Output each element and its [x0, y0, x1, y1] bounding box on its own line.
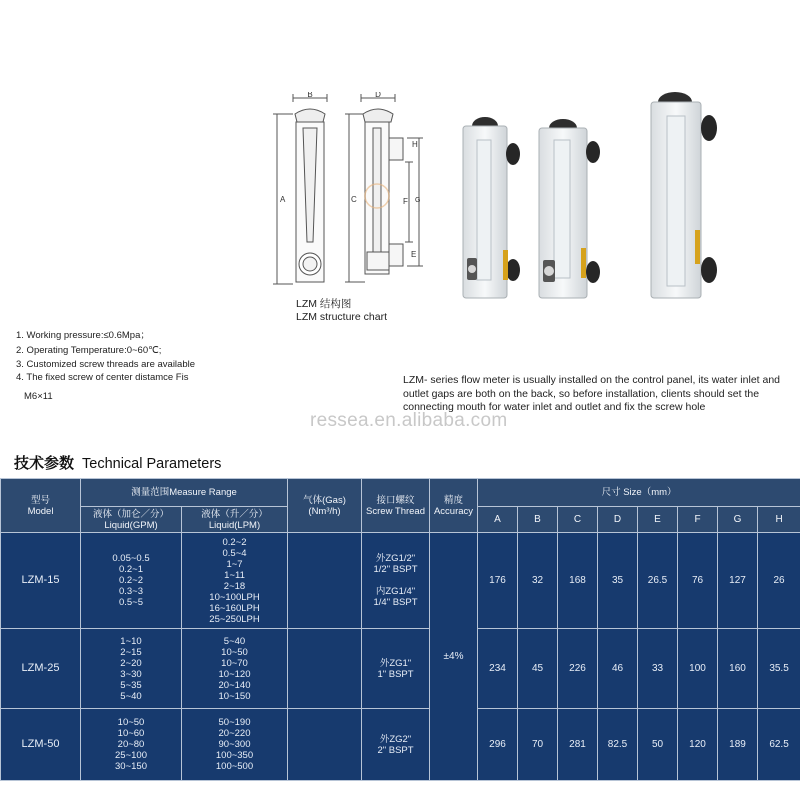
- gpm-cell: 10~50 10~60 20~80 25~100 30~150: [81, 709, 182, 781]
- diagram-caption-en: LZM structure chart: [296, 311, 388, 323]
- size-b-cell: 32: [518, 533, 558, 629]
- flow-meter-photo: [455, 90, 720, 305]
- header-accuracy: 精度 Accuracy: [430, 479, 478, 533]
- watermark: ressea.en.alibaba.com: [310, 410, 508, 431]
- note-5: M6×11: [24, 391, 53, 402]
- diagram-caption-cn: LZM 结构图: [296, 298, 352, 310]
- gpm-cell: 0.05~0.5 0.2~1 0.2~2 0.3~3 0.5~5: [81, 533, 182, 629]
- size-e-cell: 26.5: [638, 533, 678, 629]
- lpm-cell: 0.2~2 0.5~4 1~7 1~11 2~18 10~100LPH 16~160LPH 25~250LPH: [182, 533, 288, 629]
- size-b-cell: 70: [518, 709, 558, 781]
- size-d-cell: 35: [598, 533, 638, 629]
- header-size-g: G: [718, 507, 758, 533]
- dim-label-c: C: [351, 195, 357, 204]
- size-h-cell: 35.5: [758, 629, 800, 709]
- dim-label-e: E: [411, 250, 417, 259]
- size-a-cell: 296: [478, 709, 518, 781]
- flow-meter-medium: [539, 119, 600, 298]
- size-e-cell: 33: [638, 629, 678, 709]
- size-g-cell: 189: [718, 709, 758, 781]
- model-cell: LZM-50: [1, 709, 81, 781]
- size-a-cell: 176: [478, 533, 518, 629]
- header-gas: 气体(Gas) (Nm³/h): [288, 479, 362, 533]
- lpm-cell: 5~40 10~50 10~70 10~120 20~140 10~150: [182, 629, 288, 709]
- dim-label-g: G: [415, 197, 421, 204]
- size-d-cell: 46: [598, 629, 638, 709]
- thread-cell: 外ZG1/2" 1/2" BSPT 内ZG1/4" 1/4" BSPT: [362, 533, 430, 629]
- section-title-en: Technical Parameters: [82, 456, 222, 472]
- spec-notes: [16, 328, 195, 404]
- table-row: [1, 533, 800, 629]
- flow-meter-large: [651, 92, 717, 298]
- model-cell: LZM-25: [1, 629, 81, 709]
- header-liquid-lpm: 液体（升／分） Liquid(LPM): [182, 507, 288, 533]
- product-description: LZM- series flow meter is usually installed on the control panel, its water inlet and outlet gaps are both on the back, so before installation, clients should set the connecting mouth for water inlet and outlet and fix the screw hole: [403, 374, 781, 413]
- header-size-c: C: [558, 507, 598, 533]
- accuracy-cell: ±4%: [430, 533, 478, 781]
- structure-diagram: [265, 92, 425, 297]
- note-1: 1. Working pressure:≤0.6Mpa；: [16, 330, 150, 341]
- gas-cell: [288, 629, 362, 709]
- lpm-cell: 50~190 20~220 90~300 100~350 100~500: [182, 709, 288, 781]
- thread-cell: 外ZG2" 2" BSPT: [362, 709, 430, 781]
- header-liquid-gpm: 液体（加仑／分） Liquid(GPM): [81, 507, 182, 533]
- thread-cell: 外ZG1" 1" BSPT: [362, 629, 430, 709]
- dim-label-h: H: [412, 140, 418, 149]
- table-row: [1, 709, 800, 781]
- header-size-f: F: [678, 507, 718, 533]
- gpm-cell: 1~10 2~15 2~20 3~30 5~35 5~40: [81, 629, 182, 709]
- size-g-cell: 127: [718, 533, 758, 629]
- size-f-cell: 76: [678, 533, 718, 629]
- flow-meter-small: [463, 117, 520, 298]
- table-row: [1, 629, 800, 709]
- note-3: 3. Customized screw threads are available: [16, 359, 196, 370]
- size-c-cell: 168: [558, 533, 598, 629]
- size-c-cell: 226: [558, 629, 598, 709]
- header-measure-range: 测量范围Measure Range: [81, 479, 288, 507]
- size-g-cell: 160: [718, 629, 758, 709]
- size-f-cell: 100: [678, 629, 718, 709]
- header-size-h: H: [758, 507, 800, 533]
- size-f-cell: 120: [678, 709, 718, 781]
- model-cell: LZM-15: [1, 533, 81, 629]
- size-d-cell: 82.5: [598, 709, 638, 781]
- size-h-cell: 26: [758, 533, 800, 629]
- note-4: 4. The fixed screw of center distamce Fis: [16, 372, 189, 383]
- header-model: 型号 Model: [1, 479, 81, 533]
- dim-label-a: A: [280, 195, 286, 204]
- dim-label-d: D: [375, 92, 381, 99]
- section-title: [14, 452, 221, 473]
- note-2: 2. Operating Temperature:0~60℃;: [16, 345, 162, 356]
- size-h-cell: 62.5: [758, 709, 800, 781]
- technical-parameters-table: [0, 478, 800, 781]
- size-e-cell: 50: [638, 709, 678, 781]
- size-c-cell: 281: [558, 709, 598, 781]
- gas-cell: [288, 533, 362, 629]
- header-screw-thread: 接口螺纹 Screw Thread: [362, 479, 430, 533]
- header-size-e: E: [638, 507, 678, 533]
- size-a-cell: 234: [478, 629, 518, 709]
- header-size-b: B: [518, 507, 558, 533]
- gas-cell: [288, 709, 362, 781]
- header-size-d: D: [598, 507, 638, 533]
- header-size: 尺寸 Size（mm）: [478, 479, 800, 507]
- header-size-a: A: [478, 507, 518, 533]
- dim-label-f: F: [403, 197, 408, 206]
- dim-label-b: B: [307, 92, 313, 99]
- section-title-cn: 技术参数: [14, 455, 75, 472]
- diagram-caption: [296, 298, 387, 324]
- size-b-cell: 45: [518, 629, 558, 709]
